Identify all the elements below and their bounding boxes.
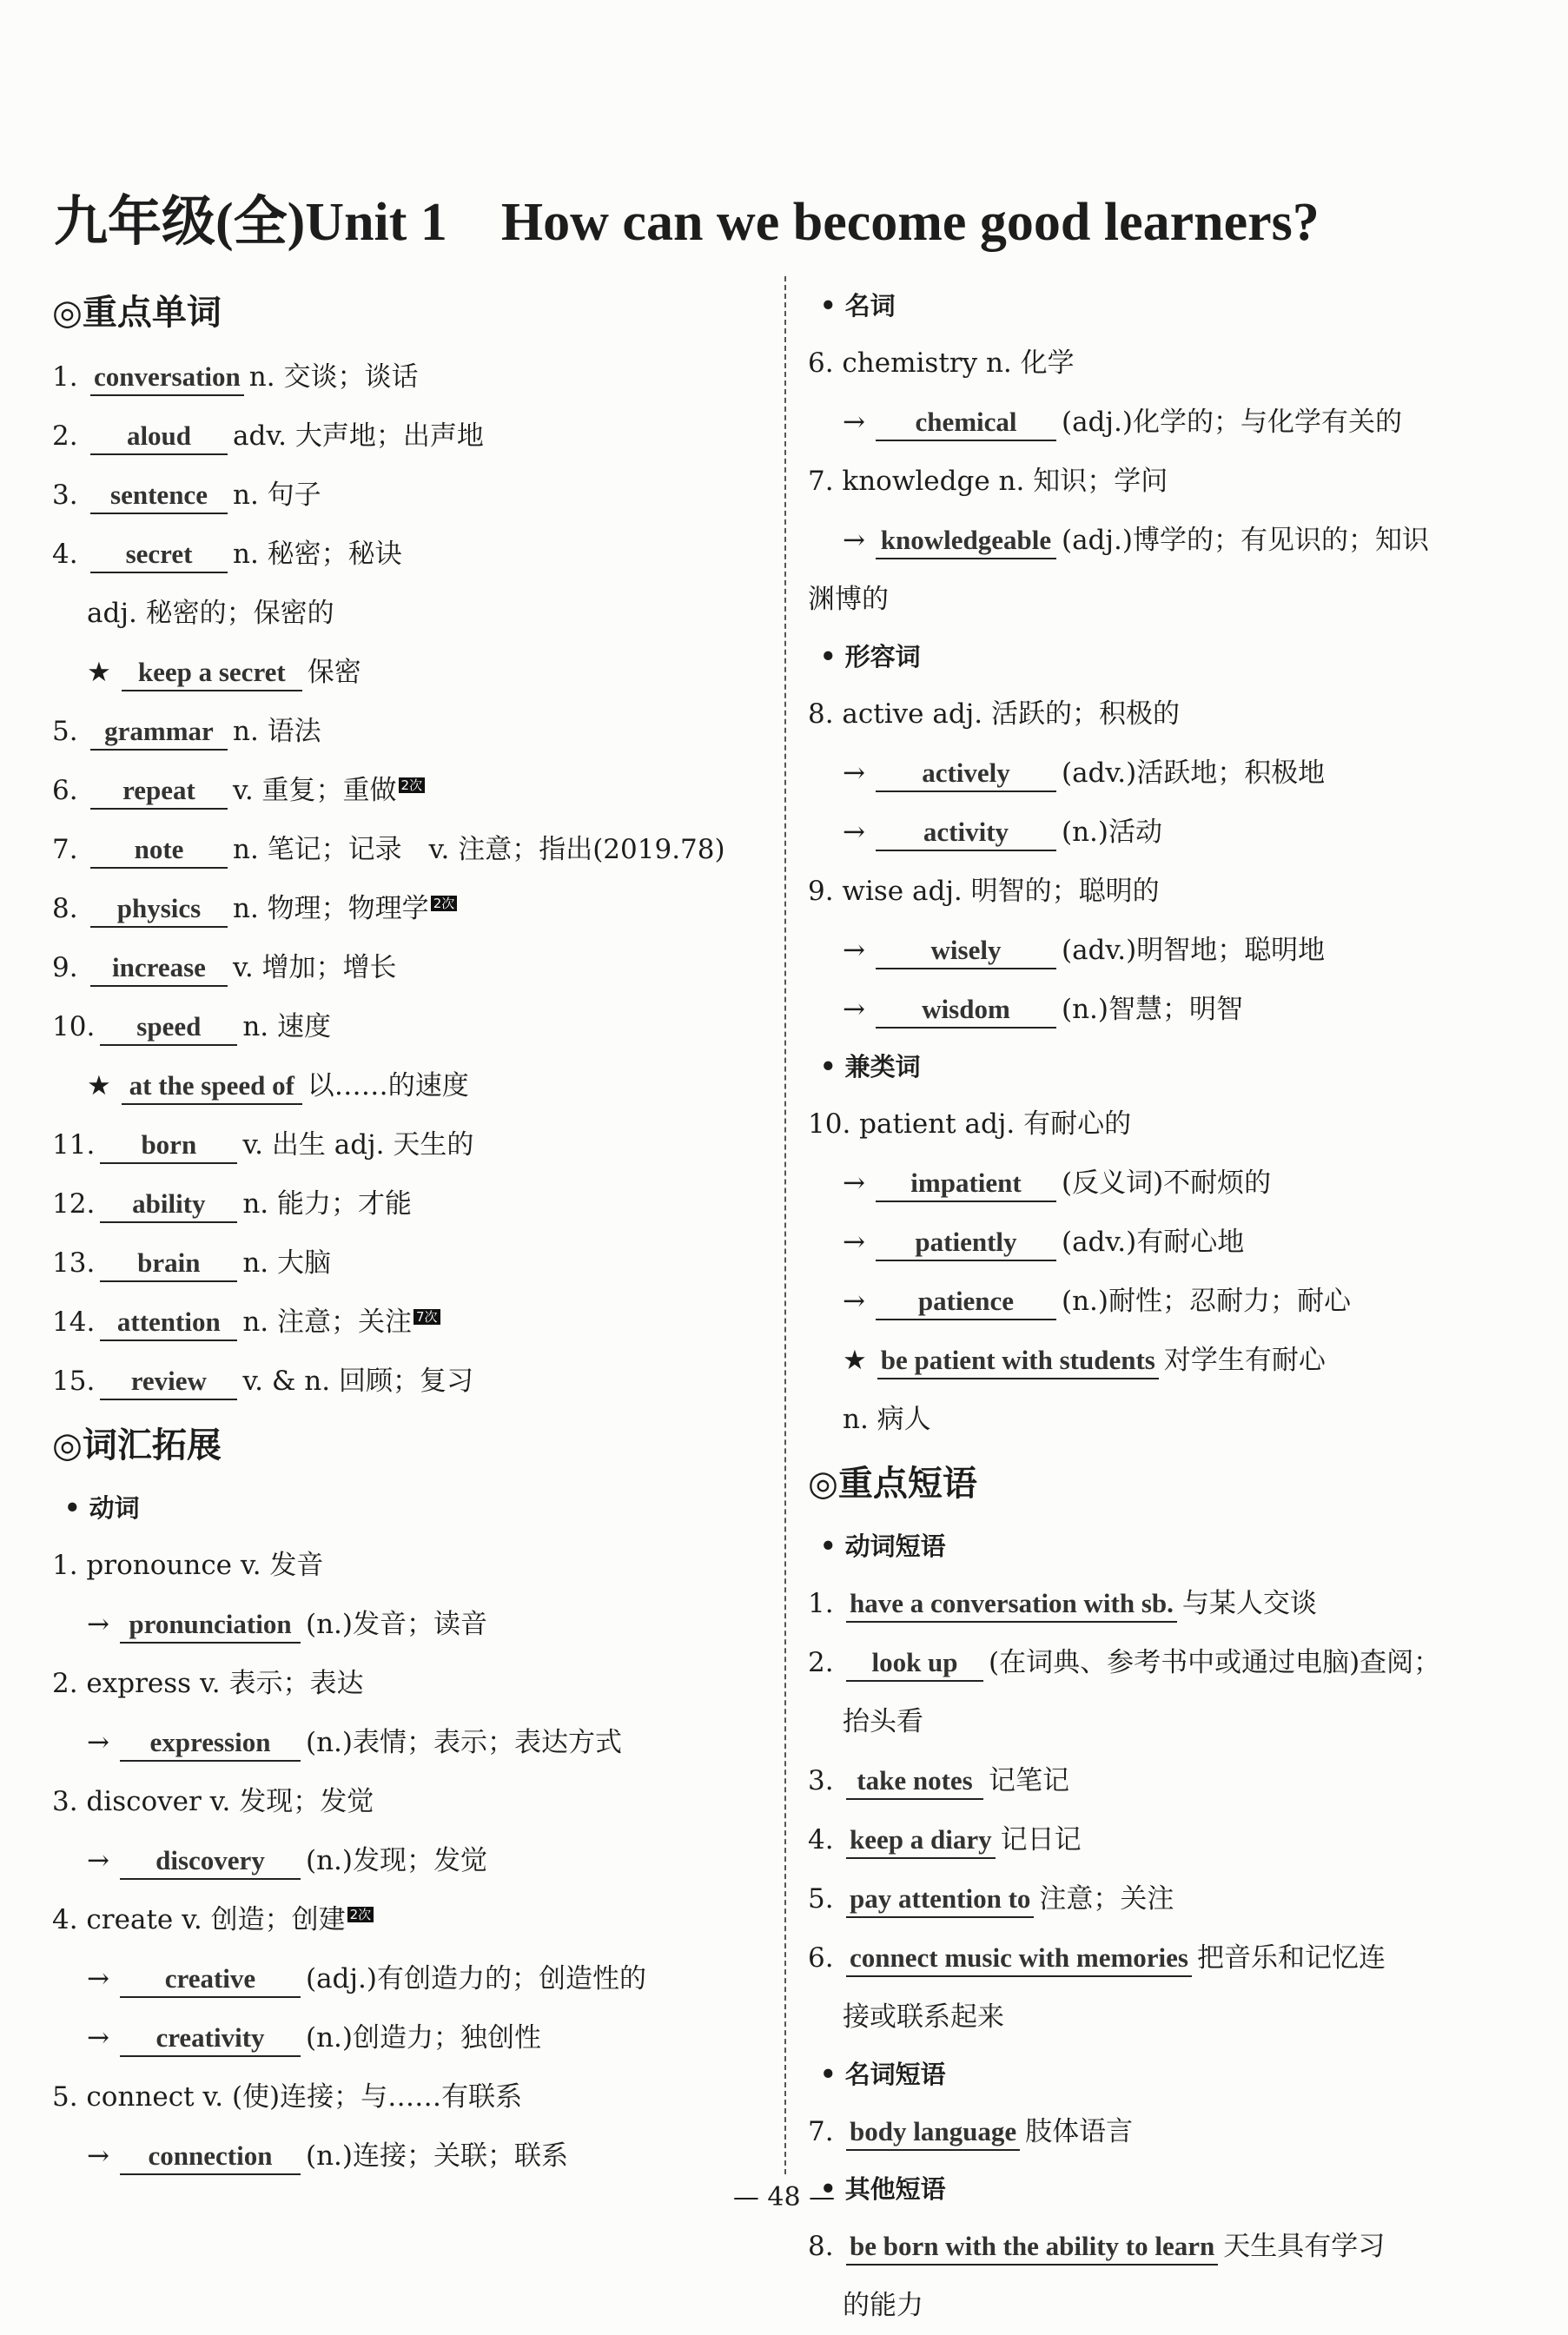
- answer-blank: sentence: [90, 478, 228, 514]
- line-text: 渊博的: [808, 584, 889, 615]
- frequency-badge: 2次: [347, 1907, 374, 1922]
- item-meaning: n. 大脑: [242, 1247, 331, 1279]
- vocab-item: [52, 761, 747, 820]
- arrow-icon: →: [87, 1963, 109, 1994]
- derived-word: [808, 803, 1520, 862]
- subsection-heading: • 其他短语: [820, 2174, 946, 2204]
- item-meaning: adv. 大声地；出声地: [233, 420, 484, 452]
- item-meaning: v. 增加；增长: [233, 952, 397, 983]
- derived-word: [808, 1272, 1520, 1331]
- left-column: [52, 278, 747, 2186]
- item-number: 5.: [52, 716, 78, 747]
- answer-blank: pay attention to: [846, 1882, 1034, 1918]
- answer-blank: born: [100, 1128, 237, 1164]
- item-number: 7.: [52, 834, 78, 865]
- vocab-item: [808, 1751, 1520, 1810]
- line-text: 8. active adj. 活跃的；积极的: [808, 698, 1181, 730]
- item-meaning: 把音乐和记忆连: [1197, 1942, 1386, 1974]
- text-line: [808, 1988, 1520, 2047]
- answer-blank: patience: [876, 1284, 1056, 1320]
- item-meaning: (反义词)不耐烦的: [1061, 1168, 1272, 1199]
- answer-blank: keep a secret: [122, 655, 302, 691]
- subsection-heading: • 名词短语: [820, 2060, 946, 2089]
- right-column: [808, 278, 1520, 2335]
- answer-blank: creative: [120, 1961, 301, 1998]
- column-divider: [784, 276, 786, 2174]
- vocab-item: [52, 347, 747, 407]
- answer-blank: be born with the ability to learn: [846, 2229, 1218, 2266]
- frequency-badge: 2次: [431, 896, 458, 911]
- item-number: 3.: [52, 480, 78, 511]
- arrow-icon: →: [87, 1845, 109, 1876]
- item-meaning: n. 物理；物理学: [233, 893, 429, 924]
- answer-blank: increase: [90, 950, 228, 987]
- item-number: 13.: [52, 1247, 96, 1279]
- derived-word: [52, 1831, 747, 1890]
- star-phrase: [808, 1331, 1520, 1390]
- line-text: adj. 秘密的；保密的: [87, 598, 334, 629]
- answer-blank: discovery: [120, 1843, 301, 1880]
- arrow-icon: →: [843, 817, 865, 848]
- text-line: [808, 334, 1520, 393]
- item-meaning: n. 语法: [233, 716, 321, 747]
- derived-word: [52, 1713, 747, 1772]
- item-meaning: 与某人交谈: [1181, 1588, 1317, 1619]
- item-meaning: n. 交谈；谈话: [248, 361, 419, 393]
- line-text: n. 病人: [843, 1404, 931, 1435]
- answer-blank: physics: [90, 891, 228, 928]
- derived-word: [52, 1595, 747, 1654]
- line-text: 接或联系起来: [843, 2001, 1004, 2033]
- answer-blank: secret: [90, 537, 228, 573]
- star-phrase: [52, 1056, 747, 1115]
- section-heading: ◎重点单词: [52, 293, 222, 333]
- answer-blank: grammar: [90, 714, 228, 751]
- arrow-icon: →: [843, 407, 865, 438]
- vocab-item: [52, 1174, 747, 1234]
- item-meaning: (在词典、参考书中或通过电脑)查阅；: [989, 1647, 1441, 1678]
- derived-word: [808, 744, 1520, 803]
- item-meaning: (n.)活动: [1061, 817, 1162, 848]
- answer-blank: repeat: [90, 773, 228, 810]
- subsection-heading: • 名词: [820, 291, 896, 321]
- text-line: [52, 1536, 747, 1595]
- item-meaning: (n.)智慧；明智: [1061, 994, 1243, 1025]
- arrow-icon: →: [843, 994, 865, 1025]
- item-number: 5.: [808, 1883, 834, 1915]
- answer-blank: patiently: [876, 1225, 1056, 1261]
- answer-blank: look up: [846, 1645, 983, 1682]
- answer-blank: be patient with students: [877, 1343, 1159, 1379]
- arrow-icon: →: [843, 525, 865, 556]
- star-icon: ★: [87, 657, 111, 688]
- section-heading: ◎词汇拓展: [52, 1425, 222, 1465]
- item-meaning: (n.)连接；关联；联系: [305, 2140, 568, 2172]
- derived-word: [52, 1949, 747, 2008]
- item-meaning: n. 句子: [233, 480, 321, 511]
- answer-blank: take notes: [846, 1763, 983, 1800]
- page-number: — 48 —: [732, 2182, 836, 2213]
- item-meaning: 肢体语言: [1025, 2116, 1134, 2147]
- line-text: 1. pronounce v. 发音: [52, 1550, 324, 1581]
- line-text: 3. discover v. 发现；发觉: [52, 1786, 374, 1817]
- item-meaning: n. 速度: [242, 1011, 331, 1042]
- item-number: 8.: [808, 2231, 834, 2262]
- item-meaning: n. 注意；关注: [242, 1306, 412, 1338]
- item-meaning: 注意；关注: [1039, 1883, 1174, 1915]
- derived-word: [808, 393, 1520, 452]
- answer-blank: keep a diary: [846, 1822, 996, 1859]
- answer-blank: impatient: [876, 1166, 1056, 1202]
- vocab-item: [52, 407, 747, 466]
- arrow-icon: →: [87, 2140, 109, 2172]
- answer-blank: aloud: [90, 419, 228, 455]
- text-line: [808, 1095, 1520, 1154]
- subsection-heading: • 动词短语: [820, 1531, 946, 1561]
- arrow-icon: →: [843, 1286, 865, 1317]
- vocab-item: [52, 1352, 747, 1411]
- subsection-heading: • 动词: [64, 1493, 140, 1523]
- item-meaning: (adj.)有创造力的；创造性的: [305, 1963, 646, 1994]
- item-meaning: (adj.)博学的；有见识的；知识: [1061, 525, 1429, 556]
- text-line: [52, 1890, 747, 1949]
- item-meaning: 记笔记: [989, 1765, 1069, 1796]
- answer-blank: speed: [100, 1009, 237, 1046]
- item-meaning: (n.)表情；表示；表达方式: [305, 1727, 622, 1758]
- star-icon: ★: [87, 1070, 111, 1101]
- arrow-icon: →: [87, 2022, 109, 2054]
- answer-blank: at the speed of: [122, 1068, 302, 1105]
- line-text: 抬头看: [843, 1706, 923, 1737]
- star-phrase: [52, 643, 747, 702]
- text-line: [808, 452, 1520, 511]
- line-text: 6. chemistry n. 化学: [808, 347, 1075, 379]
- answer-blank: review: [100, 1364, 237, 1400]
- item-number: 12.: [52, 1188, 96, 1220]
- item-number: 7.: [808, 2116, 834, 2147]
- frequency-badge: 7次: [414, 1309, 440, 1325]
- text-line: [52, 584, 747, 643]
- answer-blank: activity: [876, 815, 1056, 851]
- derived-word: [52, 2008, 747, 2067]
- item-meaning: n. 秘密；秘诀: [233, 539, 402, 570]
- vocab-item: [808, 1928, 1520, 1988]
- vocab-item: [808, 1869, 1520, 1928]
- item-number: 14.: [52, 1306, 96, 1338]
- answer-blank: knowledgeable: [876, 523, 1056, 559]
- answer-blank: actively: [876, 756, 1056, 792]
- vocab-item: [52, 1293, 747, 1352]
- answer-blank: pronunciation: [120, 1607, 301, 1644]
- vocab-item: [808, 1633, 1520, 1692]
- answer-blank: attention: [100, 1305, 237, 1341]
- text-line: [808, 1390, 1520, 1449]
- item-meaning: (n.)发音；读音: [305, 1609, 487, 1640]
- answer-blank: conversation: [90, 360, 244, 396]
- text-line: [52, 1772, 747, 1831]
- vocab-item: [52, 466, 747, 525]
- answer-blank: expression: [120, 1725, 301, 1762]
- answer-blank: creativity: [120, 2021, 301, 2057]
- item-number: 1.: [808, 1588, 834, 1619]
- derived-word: [808, 1213, 1520, 1272]
- line-text: 9. wise adj. 明智的；聪明的: [808, 876, 1160, 907]
- item-meaning: (n.)发现；发觉: [305, 1845, 487, 1876]
- item-meaning: n. 笔记；记录 v. 注意；指出(2019.78): [233, 834, 725, 865]
- item-number: 11.: [52, 1129, 96, 1161]
- item-meaning: (n.)创造力；独创性: [305, 2022, 541, 2054]
- vocab-item: [52, 879, 747, 938]
- frequency-badge: 2次: [399, 777, 426, 793]
- item-number: 2.: [52, 420, 78, 452]
- text-line: [808, 570, 1520, 629]
- answer-blank: chemical: [876, 405, 1056, 441]
- text-line: [808, 862, 1520, 921]
- arrow-icon: →: [843, 1168, 865, 1199]
- item-number: 9.: [52, 952, 78, 983]
- arrow-icon: →: [843, 757, 865, 789]
- vocab-item: [808, 2102, 1520, 2161]
- line-text: 4. create v. 创造；创建: [52, 1904, 346, 1935]
- answer-blank: wisely: [876, 933, 1056, 969]
- section-heading: ◎重点短语: [808, 1464, 977, 1504]
- derived-word: [52, 2127, 747, 2186]
- page-title: 九年级(全)Unit 1 How can we become good learners?: [54, 193, 1320, 252]
- arrow-icon: →: [843, 935, 865, 966]
- answer-blank: note: [90, 832, 228, 869]
- arrow-icon: →: [87, 1727, 109, 1758]
- item-number: 1.: [52, 361, 78, 393]
- derived-word: [808, 921, 1520, 980]
- vocab-item: [808, 1574, 1520, 1633]
- vocab-item: [52, 702, 747, 761]
- vocab-item: [52, 820, 747, 879]
- item-meaning: (n.)耐性；忍耐力；耐心: [1061, 1286, 1351, 1317]
- item-meaning: v. 重复；重做: [233, 775, 397, 806]
- line-text: 2. express v. 表示；表达: [52, 1668, 364, 1699]
- item-number: 15.: [52, 1366, 96, 1397]
- item-meaning: v. & n. 回顾；复习: [242, 1366, 473, 1397]
- vocab-item: [52, 938, 747, 997]
- answer-blank: wisdom: [876, 992, 1056, 1029]
- item-meaning: (adv.)有耐心地: [1061, 1227, 1245, 1258]
- answer-blank: body language: [846, 2114, 1020, 2151]
- item-meaning: v. 出生 adj. 天生的: [242, 1129, 474, 1161]
- subsection-heading: • 形容词: [820, 642, 921, 671]
- text-line: [808, 685, 1520, 744]
- item-meaning: 天生具有学习: [1223, 2231, 1386, 2262]
- item-number: 4.: [808, 1824, 834, 1855]
- star-icon: ★: [843, 1345, 867, 1376]
- item-meaning: (adj.)化学的；与化学有关的: [1061, 407, 1402, 438]
- item-number: 4.: [52, 539, 78, 570]
- item-meaning: (adv.)明智地；聪明地: [1061, 935, 1326, 966]
- answer-blank: connect music with memories: [846, 1941, 1192, 1977]
- vocab-item: [808, 1810, 1520, 1869]
- vocab-item: [52, 1115, 747, 1174]
- subsection-heading: • 兼类词: [820, 1052, 921, 1082]
- text-line: [52, 1654, 747, 1713]
- item-number: 6.: [52, 775, 78, 806]
- item-meaning: 以……的速度: [307, 1070, 469, 1101]
- item-meaning: 对学生有耐心: [1163, 1345, 1326, 1376]
- vocab-item: [52, 997, 747, 1056]
- item-number: 10.: [52, 1011, 96, 1042]
- line-text: 5. connect v. (使)连接；与……有联系: [52, 2081, 523, 2113]
- item-meaning: 记日记: [1000, 1824, 1082, 1855]
- arrow-icon: →: [843, 1227, 865, 1258]
- answer-blank: have a conversation with sb.: [846, 1586, 1177, 1623]
- derived-word: [808, 980, 1520, 1039]
- answer-blank: connection: [120, 2139, 301, 2175]
- item-number: 3.: [808, 1765, 834, 1796]
- item-number: 6.: [808, 1942, 834, 1974]
- answer-blank: ability: [100, 1187, 237, 1223]
- line-text: 7. knowledge n. 知识；学问: [808, 466, 1168, 497]
- item-number: 2.: [808, 1647, 834, 1678]
- vocab-item: [52, 525, 747, 584]
- item-meaning: (adv.)活跃地；积极地: [1061, 757, 1326, 789]
- line-text: 的能力: [843, 2290, 923, 2321]
- derived-word: [808, 511, 1520, 570]
- text-line: [808, 2276, 1520, 2335]
- line-text: 10. patient adj. 有耐心的: [808, 1108, 1132, 1140]
- item-meaning: 保密: [307, 657, 361, 688]
- text-line: [808, 1692, 1520, 1751]
- arrow-icon: →: [87, 1609, 109, 1640]
- text-line: [52, 2067, 747, 2127]
- vocab-item: [52, 1234, 747, 1293]
- answer-blank: brain: [100, 1246, 237, 1282]
- derived-word: [808, 1154, 1520, 1213]
- vocab-item: [808, 2217, 1520, 2276]
- item-meaning: n. 能力；才能: [242, 1188, 412, 1220]
- item-number: 8.: [52, 893, 78, 924]
